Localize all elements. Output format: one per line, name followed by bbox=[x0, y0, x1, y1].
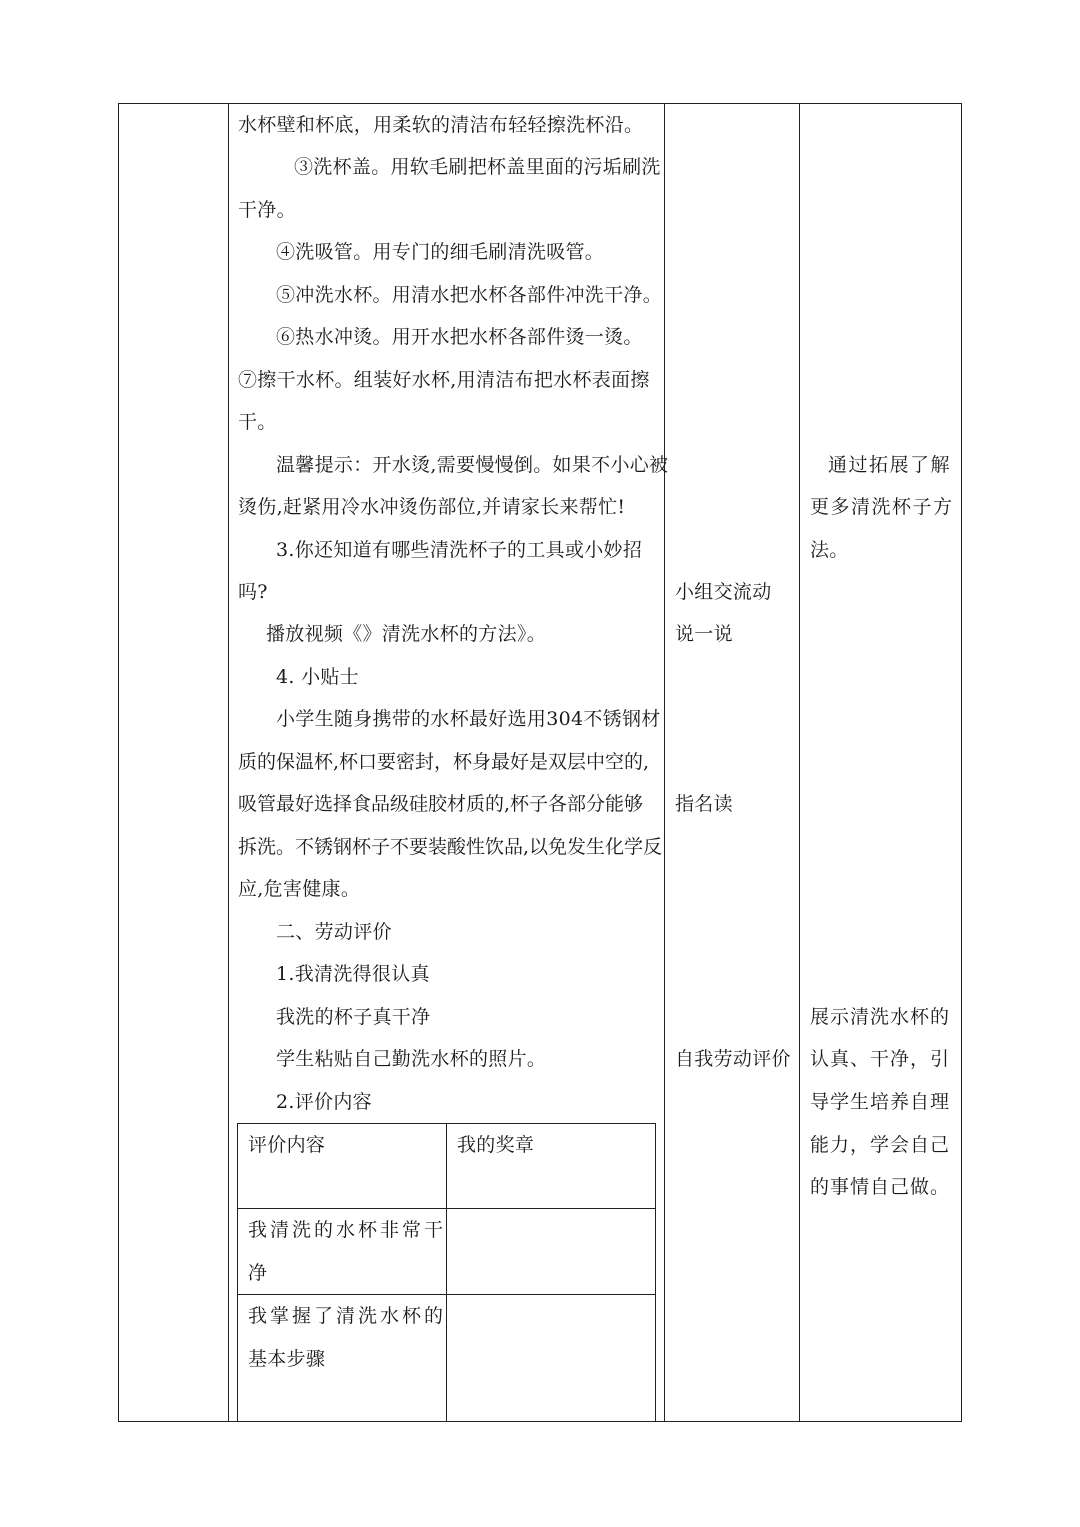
content-line: 我洗的杯子真干净 bbox=[276, 1006, 431, 1028]
activity-text: 指名读 bbox=[675, 793, 733, 815]
intent-text: 法。 bbox=[810, 539, 849, 561]
table-right-border bbox=[961, 103, 962, 1422]
table-left-border bbox=[118, 103, 119, 1422]
content-line: 学生粘贴自己勤洗水杯的照片。 bbox=[276, 1048, 547, 1070]
intent-text: 导学生培养自理 bbox=[810, 1091, 951, 1113]
content-line: 播放视频《》清洗水杯的方法》。 bbox=[266, 623, 547, 645]
activity-text: 自我劳动评价 bbox=[675, 1048, 791, 1070]
content-line: ⑦擦干水杯。组装好水杯,用清洁布把水杯表面擦 bbox=[238, 369, 650, 391]
content-line: 烫伤,赶紧用冷水冲烫伤部位,并请家长来帮忙! bbox=[238, 496, 626, 518]
column-divider-2 bbox=[664, 103, 665, 1422]
intent-text: 更多清洗杯子方 bbox=[810, 496, 954, 518]
inner-table-header-cell: 我的奖章 bbox=[457, 1134, 535, 1156]
content-line: ⑥热水冲烫。用开水把水杯各部件烫一烫。 bbox=[276, 326, 643, 348]
content-line: ③洗杯盖。用软毛刷把杯盖里面的污垢刷洗 bbox=[294, 156, 661, 178]
table-bottom-border bbox=[118, 1421, 962, 1422]
content-line: 4. 小贴士 bbox=[276, 666, 359, 688]
content-line: 拆洗。不锈钢杯子不要装酸性饮品,以免发生化学反 bbox=[238, 836, 663, 858]
inner-table-cell: 净 bbox=[248, 1262, 268, 1284]
inner-table-left bbox=[237, 1123, 238, 1421]
inner-table-cell: 我掌握了清洗水杯的 bbox=[248, 1305, 447, 1327]
inner-table-middle bbox=[446, 1123, 447, 1421]
content-line: 吸管最好选择食品级硅胶材质的,杯子各部分能够 bbox=[238, 793, 644, 815]
intent-text: 展示清洗水杯的 bbox=[810, 1006, 951, 1028]
intent-text: 能力，学会自己 bbox=[810, 1134, 951, 1156]
intent-text: 的事情自己做。 bbox=[810, 1176, 951, 1198]
content-line: 干。 bbox=[238, 411, 277, 433]
content-line: 吗? bbox=[238, 581, 268, 603]
section-heading: 二、劳动评价 bbox=[276, 921, 392, 943]
column-divider-3 bbox=[799, 103, 800, 1422]
content-line: 温馨提示：开水烫,需要慢慢倒。如果不小心被 bbox=[276, 454, 669, 476]
inner-table-header-cell: 评价内容 bbox=[248, 1134, 326, 1156]
intent-text: 通过拓展了解 bbox=[828, 454, 952, 476]
content-line: 应,危害健康。 bbox=[238, 878, 361, 900]
content-line: ④洗吸管。用专门的细毛刷清洗吸管。 bbox=[276, 241, 605, 263]
activity-text: 说一说 bbox=[675, 623, 733, 645]
content-line: 2.评价内容 bbox=[276, 1091, 372, 1113]
intent-text: 认真、干净，引 bbox=[810, 1048, 951, 1070]
inner-table-right bbox=[655, 1123, 656, 1421]
content-line: ⑤冲洗水杯。用清水把水杯各部件冲洗干净。 bbox=[276, 284, 663, 306]
column-divider-1 bbox=[228, 103, 229, 1422]
content-line: 1.我清洗得很认真 bbox=[276, 963, 430, 985]
content-line: 干净。 bbox=[238, 199, 296, 221]
activity-text: 小组交流动 bbox=[675, 581, 772, 603]
inner-table-cell: 我清洗的水杯非常干 bbox=[248, 1219, 447, 1241]
content-line: 水杯壁和杯底，用柔软的清洁布轻轻擦洗杯沿。 bbox=[238, 114, 644, 136]
content-line: 3.你还知道有哪些清洗杯子的工具或小妙招 bbox=[276, 539, 643, 561]
inner-table-cell: 基本步骤 bbox=[248, 1348, 326, 1370]
content-line: 质的保温杯,杯口要密封，杯身最好是双层中空的, bbox=[238, 751, 650, 773]
table-top-border bbox=[118, 103, 962, 104]
content-line: 小学生随身携带的水杯最好选用304不锈钢材 bbox=[276, 708, 661, 730]
